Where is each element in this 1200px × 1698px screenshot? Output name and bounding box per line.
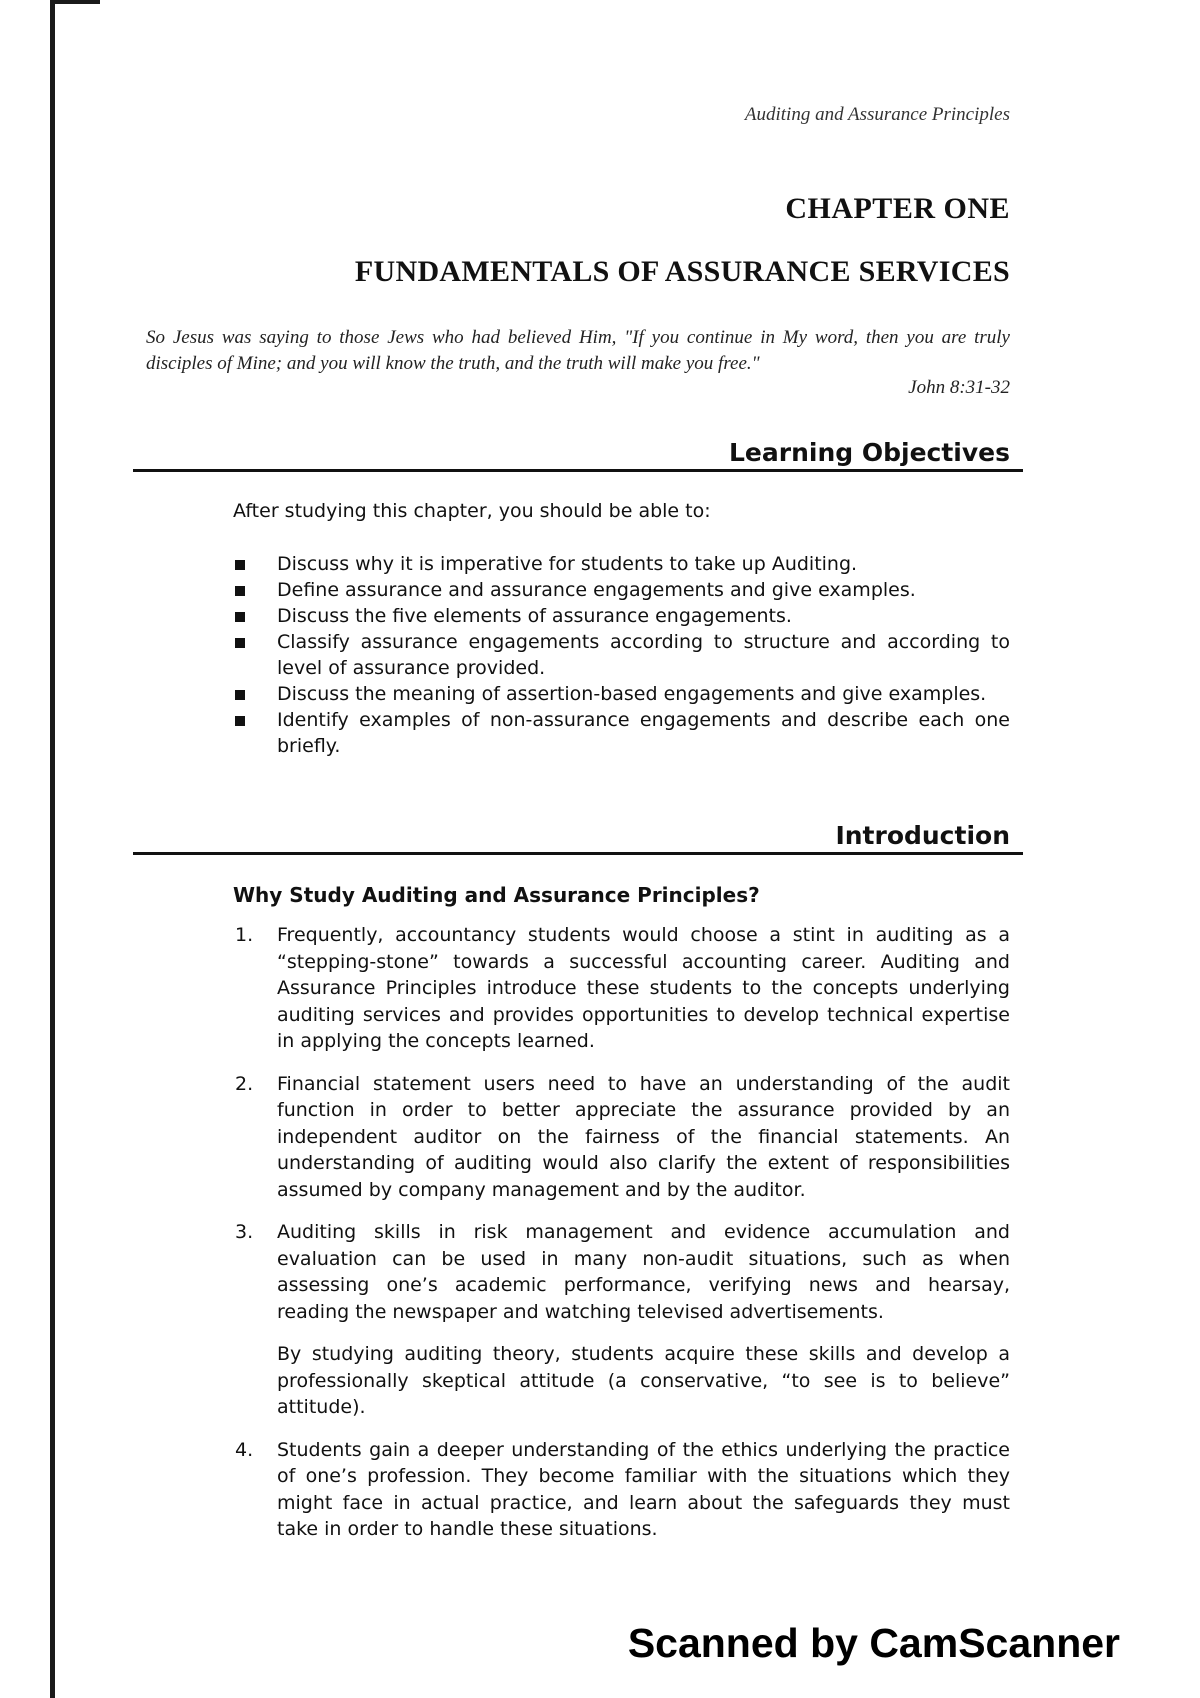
- introduction-subheading: Why Study Auditing and Assurance Principles?: [233, 883, 760, 907]
- epigraph-text: So Jesus was saying to those Jews who had believed Him, "If you continue in My word, then you are truly disciples of Mine; and you will know the truth, and the truth will make you free.": [146, 327, 1010, 374]
- bullet-icon: [235, 690, 245, 700]
- camscanner-watermark: Scanned by CamScanner: [627, 1620, 1120, 1666]
- reason-text: Students gain a deeper understanding of the ethics underlying the practice of one’s profession. They become familiar with the situations which they might face in actual practice, and learn about the safeguards they must take in order to handle these situations.: [277, 1438, 1010, 1540]
- bullet-icon: [235, 638, 245, 648]
- reason-text: Frequently, accountancy students would choose a stint in auditing as a “stepping-stone” towards a successful accounting career. Auditing and Assurance Principles introduce these students to the concepts underlying auditing services and provides opportunities to develop technical expertise in applying the concepts learned.: [277, 924, 1010, 1052]
- objective-item: Discuss the five elements of assurance engagements.: [233, 603, 1010, 629]
- bullet-icon: [235, 716, 245, 726]
- objectives-intro: After studying this chapter, you should be able to:: [233, 500, 711, 522]
- chapter-title: FUNDAMENTALS OF ASSURANCE SERVICES: [354, 255, 1010, 288]
- reason-number: 1.: [235, 924, 254, 946]
- objective-item: Discuss why it is imperative for students to take up Auditing.: [233, 551, 1010, 577]
- learning-objectives-rule: [133, 469, 1023, 472]
- reason-item: [233, 922, 1010, 1055]
- bullet-icon: [235, 560, 245, 570]
- reason-number: 3.: [235, 1221, 254, 1243]
- reason-item: [233, 1219, 1010, 1421]
- introduction-heading: Introduction: [835, 821, 1010, 850]
- objectives-list: [233, 551, 1010, 759]
- reason-item: [233, 1437, 1010, 1543]
- reason-item: [233, 1071, 1010, 1204]
- reason-number: 4.: [235, 1438, 254, 1461]
- objective-item: Identify examples of non-assurance engagements and describe each one briefly.: [233, 707, 1010, 759]
- objective-item: Define assurance and assurance engagements and give examples.: [233, 577, 1010, 603]
- reason-text: Auditing skills in risk management and evidence accumulation and evaluation can be used in many non-audit situations, such as when assessing one’s academic performance, verifying news and hearsay, reading the newspaper and watching televised advertisements.: [277, 1221, 1010, 1323]
- introduction-rule: [133, 852, 1023, 855]
- objective-item: Discuss the meaning of assertion-based engagements and give examples.: [233, 681, 1010, 707]
- learning-objectives-heading: Learning Objectives: [729, 438, 1010, 467]
- reason-text: Financial statement users need to have an understanding of the audit function in order to better appreciate the assurance provided by an independent auditor on the fairness of the financial statements. An understanding of auditing would also clarify the extent of responsibilities assumed by company management and by the auditor.: [277, 1072, 1010, 1201]
- objective-item: Classify assurance engagements according to structure and according to level of assurance provided.: [233, 629, 1010, 681]
- running-head: Auditing and Assurance Principles: [744, 104, 1010, 125]
- reason-number: 2.: [235, 1072, 254, 1095]
- epigraph-reference: John 8:31-32: [908, 377, 1010, 398]
- reason-extra-text: By studying auditing theory, students acquire these skills and develop a professionally skeptical attitude (a conservative, “to see is to believe” attitude).: [277, 1343, 1010, 1418]
- bullet-icon: [235, 612, 245, 622]
- binding-edge: [50, 0, 55, 1698]
- binding-edge-tick: [50, 0, 100, 4]
- chapter-label: CHAPTER ONE: [785, 192, 1010, 225]
- reasons-list: [233, 922, 1010, 1559]
- bullet-icon: [235, 586, 245, 596]
